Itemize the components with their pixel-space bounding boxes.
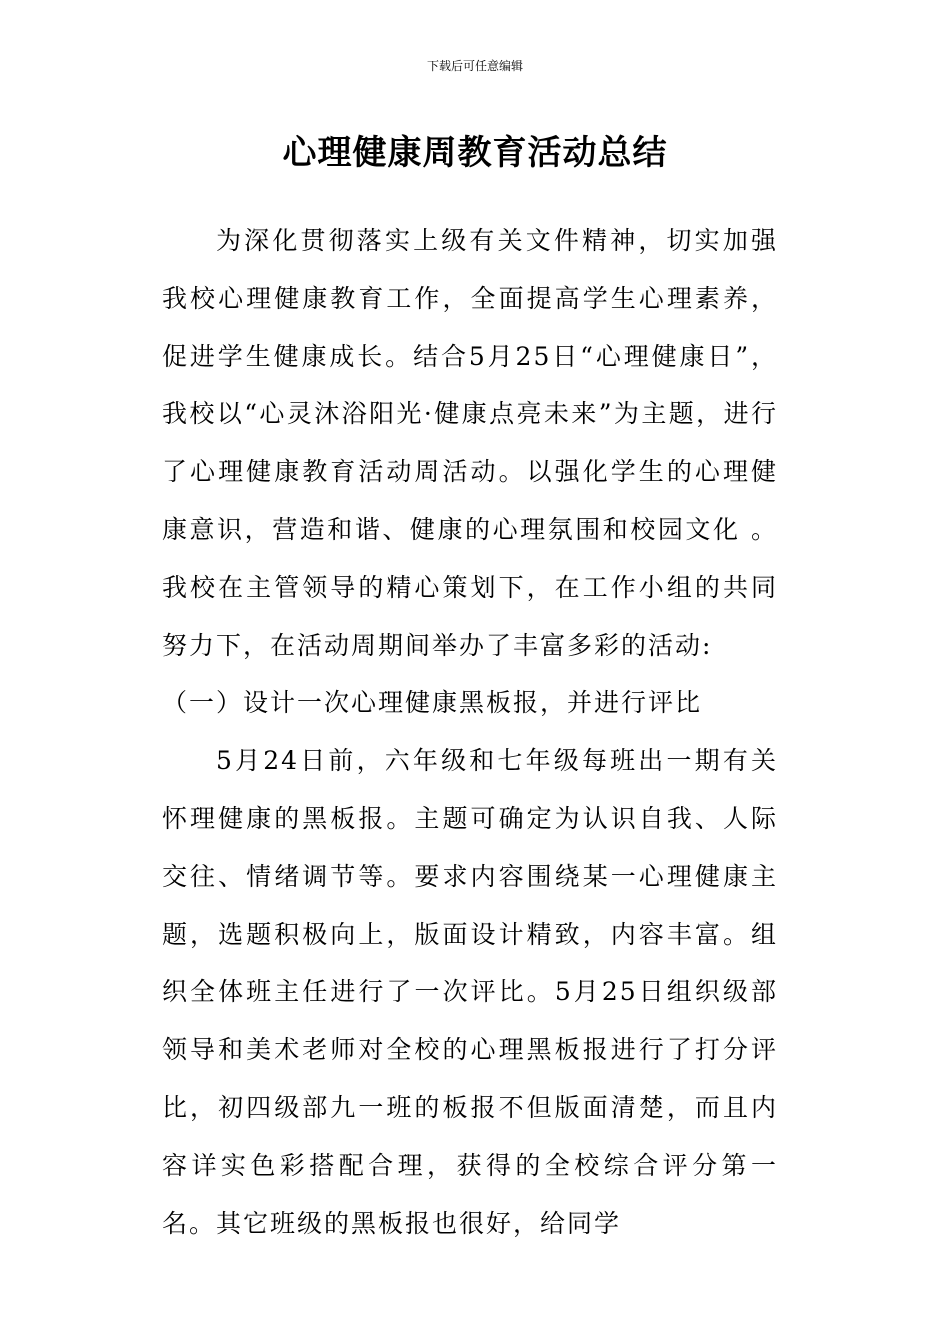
paragraph-intro: 为深化贯彻落实上级有关文件精神，切实加强我校心理健康教育工作，全面提高学生心理素养，促进学生健康成长。结合5月25日“心理健康日”，我校以“心灵沐浴阳光·健康点亮未来”为主题，进行了心理健康教育活动周活动。以强化学生的心理健康意识，营造和谐、健康的心理氛围和校园文化 。我校在主管领导的精心策划下，在工作小组的共同努力下，在活动周期间举办了丰富多彩的活动: — [162, 226, 778, 660]
header-note: 下载后可任意编辑 — [426, 59, 523, 73]
document-body — [162, 212, 778, 1252]
section-heading-1: （一）设计一次心理健康黑板报，并进行评比 — [162, 688, 703, 718]
paragraph-blackboard: 5月24日前，六年级和七年级每班出一期有关怀理健康的黑板报。主题可确定为认识自我、人际交往、情绪调节等。要求内容围绕某一心理健康主题，选题积极向上，版面设计精致，内容丰富。组织全体班主任进行了一次评比。5月25日组织级部领导和美术老师对全校的心理黑板报进行了打分评比，初四级部九一班的板报不但版面清楚，而且内容详实色彩搭配合理，获得的全校综合评分第一名。其它班级的黑板报也很好，给同学 — [162, 746, 778, 1238]
document-title: 心理健康周教育活动总结 — [282, 133, 668, 173]
